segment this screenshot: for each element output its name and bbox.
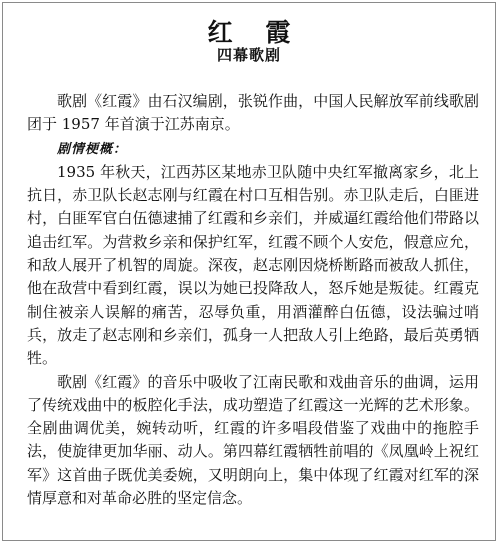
page-title: 红 霞: [207, 18, 303, 47]
intro-paragraph: 歌剧《红霞》由石汉编剧，张锐作曲，中国人民解放军前线歌剧团于 1957 年首演于江苏南京。: [27, 92, 479, 134]
plot-label-line: [27, 137, 479, 161]
document-page: [2, 2, 496, 541]
music-paragraph: 歌剧《红霞》的音乐中吸收了江南民歌和戏曲音乐的曲调，运用了传统戏曲中的板腔化手法，成功塑造了红霞这一光辉的艺术形象。全剧曲调优美，婉转动听，红霞的许多唱段借鉴了戏曲中的拖腔手法，使旋律更加华丽、动人。第四幕红霞牺牲前唱的《凤凰岭上祝红军》这首曲子既优美委婉，又明朗向上，集中体现了红霞对红军的深情厚意和对革命必胜的坚定信念。: [27, 372, 479, 508]
document-body: [27, 90, 479, 510]
plot-paragraph: 1935 年秋天，江西苏区某地赤卫队随中央红军撤离家乡，北上抗日，赤卫队长赵志刚与红霞在村口互相告别。赤卫队走后，白匪进村，白匪军官白伍德逮捕了红霞和乡亲们，并威逼红霞给他们带路以追击红军。为营救乡亲和保护红军，红霞不顾个人安危，假意应允，和敌人展开了机智的周旋。深夜，赵志刚因烧桥断路而被敌人抓住，他在敌营中看到红霞，误以为她已投降敌人，怒斥她是叛徒。红霞克制住被亲人误解的痛苦，忍辱负重，用酒灌醉白伍德，设法骗过哨兵，放走了赵志刚和乡亲们，孤身一人把敌人引上绝路，最后英勇牺牲。: [27, 162, 479, 368]
page-subtitle: 四幕歌剧: [216, 46, 281, 64]
plot-label: 剧情梗概：: [57, 141, 128, 157]
